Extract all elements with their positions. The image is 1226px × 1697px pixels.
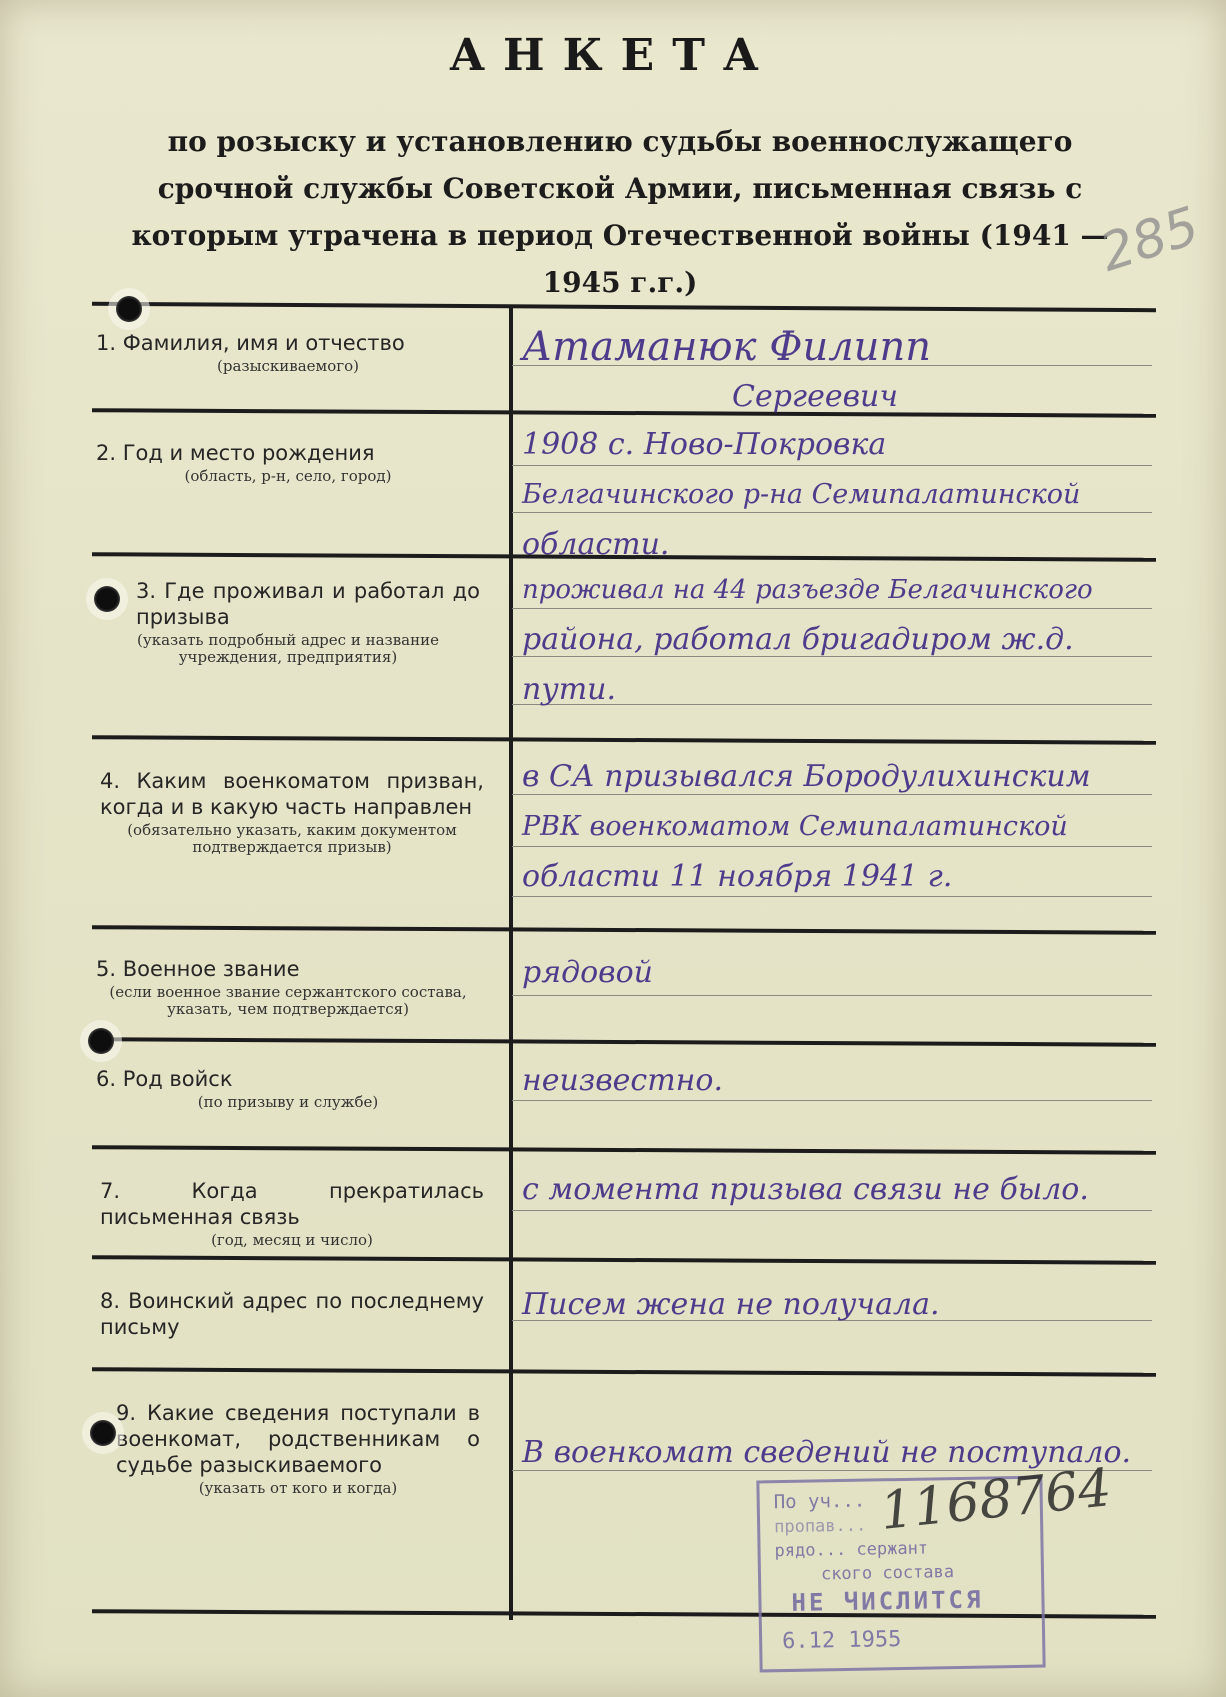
row-sublabel-text: (обязательно указать, каким документом подтверждается призыв) (127, 821, 457, 856)
stamp-line: пропав... (773, 1515, 867, 1538)
row-8-label (100, 1288, 484, 1342)
row-divider (92, 735, 1156, 745)
answer-line: области 11 ноября 1941 г. (522, 859, 953, 894)
stamp-line: рядо... сержант (774, 1538, 929, 1562)
answer-line: РВК военкоматом Семипалатинской (522, 811, 1068, 842)
stamp-handwritten-number: 1168764 (877, 1458, 1115, 1542)
row-1-label (96, 330, 480, 375)
row-4-answer (522, 752, 1162, 902)
row-divider (92, 925, 1156, 935)
row-label-text: 5. Военное звание (96, 957, 300, 981)
punch-hole (116, 296, 142, 322)
row-7-answer (522, 1165, 1162, 1215)
row-8-answer (522, 1280, 1162, 1330)
row-5-label (96, 956, 480, 1018)
row-sublabel-text: (указать от кого и когда) (198, 1479, 398, 1497)
row-2-answer (522, 420, 1162, 570)
row-label-text: 6. Род войск (96, 1067, 233, 1091)
row-2-label (96, 440, 480, 485)
answer-line: с момента призыва связи не было. (522, 1172, 1089, 1207)
answer-line: В военкомат сведений не поступало. (522, 1435, 1132, 1470)
answer-line: области. (522, 527, 670, 562)
row-6-label (96, 1066, 480, 1111)
row-1-answer (522, 322, 1162, 422)
stamp-line: По уч... (773, 1489, 866, 1514)
answer-line: рядовой (522, 955, 653, 990)
punch-hole (94, 586, 120, 612)
answer-line: в СА призывался Бородулихинским (522, 759, 1091, 794)
row-divider (92, 1367, 1156, 1377)
row-label-text: 1. Фамилия, имя и отчество (96, 331, 405, 355)
stamp-status: НЕ ЧИСЛИТСЯ (791, 1585, 984, 1617)
row-label-text: 3. Где проживал и работал до призыва (136, 579, 480, 629)
row-sublabel-text: (по призыву и службе) (197, 1093, 379, 1111)
row-divider (92, 1037, 1156, 1047)
answer-line: неизвестно. (522, 1063, 724, 1098)
row-5-answer (522, 948, 1162, 998)
row-sublabel-text: (если военное звание сержантского состава, указать, чем подтверждается) (109, 983, 467, 1018)
row-label-text: 7. Когда прекратилась письменная связь (100, 1179, 484, 1229)
row-4-label (100, 768, 484, 856)
answer-line: Белгачинского р-на Семипалатинской (522, 479, 1081, 510)
row-3-label (136, 578, 480, 666)
punch-hole (90, 1420, 116, 1446)
row-sublabel-text: (указать подробный адрес и название учреждения, предприятия) (137, 631, 439, 666)
row-divider (92, 1145, 1156, 1155)
answer-line: проживал на 44 разъезде Белгачинского (522, 575, 1093, 605)
column-divider (509, 306, 513, 1620)
row-label-text: 8. Воинский адрес по последнему письму (100, 1289, 484, 1339)
row-6-answer (522, 1056, 1162, 1106)
row-label-text: 2. Год и место рождения (96, 441, 375, 465)
answer-line: 1908 с. Ново-Покровка (522, 427, 887, 462)
punch-hole (88, 1028, 114, 1054)
answer-line: Сергеевич (732, 379, 899, 414)
row-sublabel-text: (разыскиваемого) (217, 357, 359, 375)
row-divider (92, 1255, 1156, 1265)
row-sublabel-text: (область, р-н, село, город) (184, 467, 392, 485)
row-sublabel-text: (год, месяц и число) (211, 1231, 373, 1249)
row-7-label (100, 1178, 484, 1249)
row-9-label (116, 1400, 480, 1497)
pencil-number: 285 (1093, 196, 1207, 284)
stamp-line: ского состава (820, 1562, 955, 1585)
answer-line: Писем жена не получала. (522, 1287, 940, 1322)
answer-line: района, работал бригадиром ж.д. (522, 622, 1074, 657)
form-title: АНКЕТА (449, 30, 777, 81)
answer-line: пути. (522, 672, 617, 707)
answer-line: Атаманюк Филипп (522, 324, 931, 370)
stamp-date: 6.12 1955 (781, 1627, 902, 1655)
row-3-answer (522, 565, 1162, 715)
form-subtitle: по розыску и установлению судьбы военнослужащего срочной службы Советской Армии, письменная связь с которым утрачена в период Отечественной войны (1941 — 1945 г.г.) (131, 125, 1109, 299)
row-label-text: 4. Каким военкоматом призван, когда и в какую часть направлен (100, 769, 484, 819)
row-label-text: 9. Какие сведения поступали в военкомат, родственникам о судьбе разыскиваемого (116, 1401, 480, 1477)
